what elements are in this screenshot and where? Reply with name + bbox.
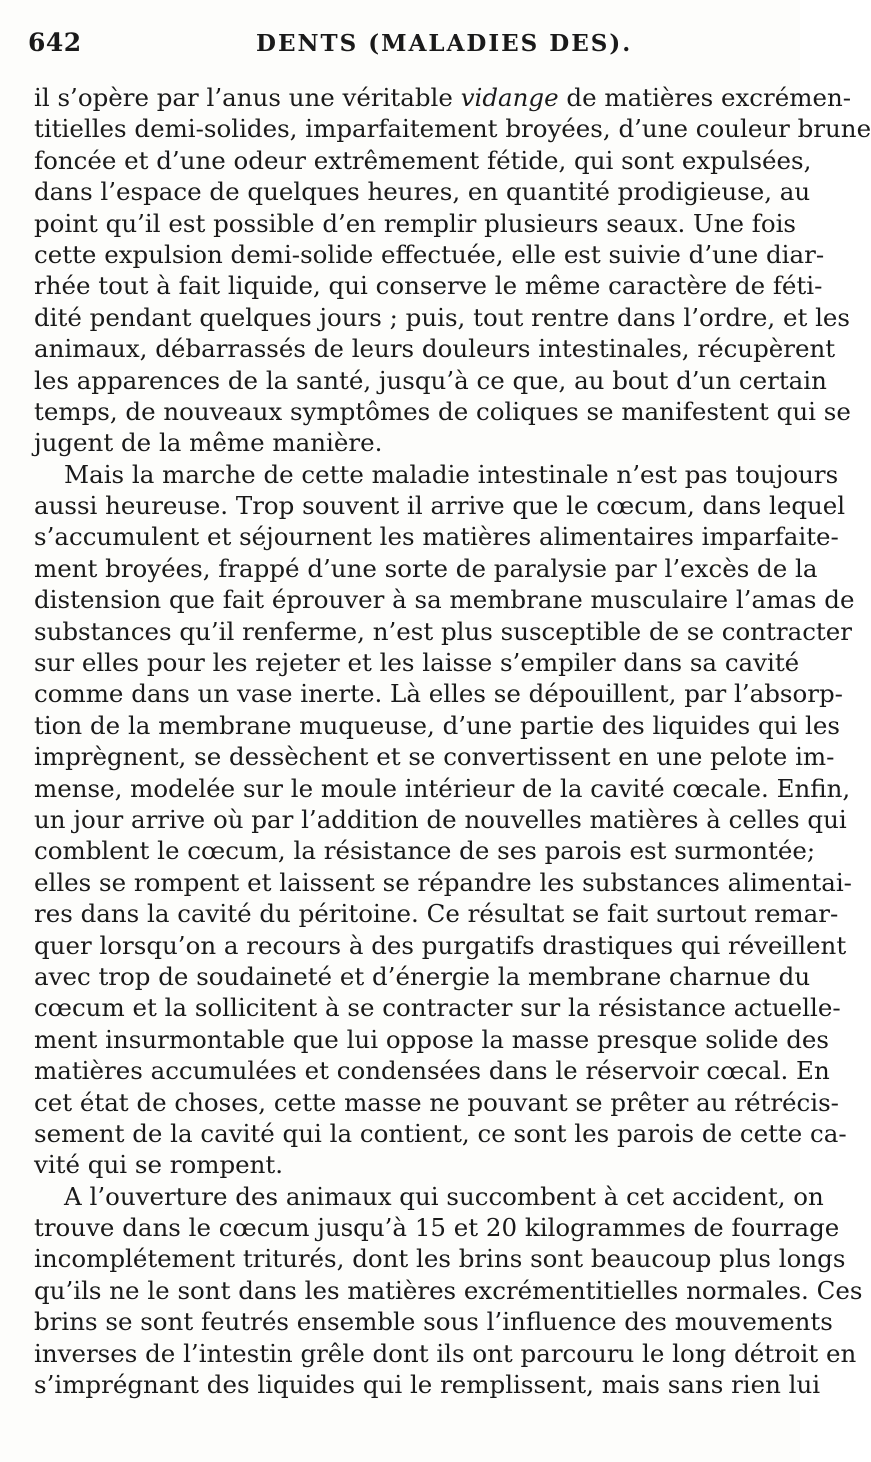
text-line: dité pendant quelques jours ; puis, tout rentre dans l’ordre, et les <box>34 302 850 332</box>
text-line: dans l’espace de quelques heures, en quantité prodigieuse, au <box>34 177 811 207</box>
text-line: sur elles pour les rejeter et les laisse s’empiler dans sa cavité <box>34 648 800 678</box>
text-line: incomplétement triturés, dont les brins sont beaucoup plus longs <box>34 1244 846 1274</box>
text-line: comme dans un vase inerte. Là elles se dépouillent, par l’absorp- <box>34 679 843 709</box>
text-line: cœcum et la sollicitent à se contracter sur la résistance actuelle- <box>34 993 841 1023</box>
page-number: 642 <box>28 28 82 57</box>
text-line: res dans la cavité du péritoine. Ce résultat se fait surtout remar- <box>34 899 839 929</box>
text-line: distension que fait éprouver à sa membrane musculaire l’amas de <box>34 585 855 615</box>
text-line: sement de la cavité qui la contient, ce sont les parois de cette ca- <box>34 1118 847 1148</box>
text-line: inverses de l’intestin grêle dont ils ont parcouru le long détroit en <box>34 1338 857 1368</box>
text-line: s’imprégnant des liquides qui le remplissent, mais sans rien lui <box>34 1370 821 1400</box>
text-line: imprègnent, se dessèchent et se convertissent en une pelote im- <box>34 742 835 772</box>
text-line: ment insurmontable que lui oppose la masse presque solide des <box>34 1024 829 1054</box>
text-line: elles se rompent et laissent se répandre les substances alimentai- <box>34 867 852 897</box>
text-line: animaux, débarrassés de leurs douleurs intestinales, récupèrent <box>34 334 836 364</box>
running-title: DENTS (MALADIES DES). <box>256 30 633 57</box>
text-line: s’accumulent et séjournent les matières alimentaires imparfaite- <box>34 522 839 552</box>
text-line: cet état de choses, cette masse ne pouvant se prêter au rétrécis- <box>34 1087 839 1117</box>
text-line: cette expulsion demi-solide effectuée, elle est suivie d’une diar- <box>34 239 825 269</box>
text-line: temps, de nouveaux symptômes de coliques se manifestent qui se <box>34 396 851 426</box>
running-head <box>28 22 760 62</box>
text-segment: de matières excrémen- <box>558 83 852 112</box>
text-line: aussi heureuse. Trop souvent il arrive que le cœcum, dans lequel <box>34 491 846 521</box>
text-line <box>34 82 852 113</box>
text-line: comblent le cœcum, la résistance de ses parois est surmontée; <box>34 836 816 866</box>
text-line: avec trop de soudaineté et d’énergie la membrane charnue du <box>34 961 811 991</box>
text-line: quer lorsqu’on a recours à des purgatifs drastiques qui réveillent <box>34 930 847 960</box>
text-line: mense, modelée sur le moule intérieur de la cavité cœcale. Enfin, <box>34 773 851 803</box>
text-line: trouve dans le cœcum jusqu’à 15 et 20 kilogrammes de fourrage <box>34 1213 840 1243</box>
text-line: brins se sont feutrés ensemble sous l’influence des mouvements <box>34 1307 833 1337</box>
text-segment: il s’opère par l’anus une véritable <box>34 83 461 112</box>
text-line: Mais la marche de cette maladie intestinale n’est pas toujours <box>64 459 839 489</box>
text-line: rhée tout à fait liquide, qui conserve le même caractère de féti- <box>34 271 823 301</box>
text-line: A l’ouverture des animaux qui succombent à cet accident, on <box>64 1181 824 1211</box>
text-line: titielles demi-solides, imparfaitement broyées, d’une couleur brune <box>34 114 871 144</box>
text-line: matières accumulées et condensées dans le réservoir cœcal. En <box>34 1056 830 1086</box>
text-line: tion de la membrane muqueuse, d’une partie des liquides qui les <box>34 710 840 740</box>
body-text <box>34 82 871 1400</box>
text-line: ment broyées, frappé d’une sorte de paralysie par l’excès de la <box>34 553 818 583</box>
text-line: substances qu’il renferme, n’est plus susceptible de se contracter <box>34 616 852 646</box>
text-line: point qu’il est possible d’en remplir plusieurs seaux. Une fois <box>34 208 797 238</box>
italic-term: vidange <box>460 83 559 112</box>
text-line: jugent de la même manière. <box>34 428 383 458</box>
text-line: qu’ils ne le sont dans les matières excrémentitielles normales. Ces <box>34 1275 863 1305</box>
text-line: les apparences de la santé, jusqu’à ce que, au bout d’un certain <box>34 365 827 395</box>
text-line: un jour arrive où par l’addition de nouvelles matières à celles qui <box>34 804 847 834</box>
text-line: vité qui se rompent. <box>34 1150 284 1180</box>
text-line: foncée et d’une odeur extrêmement fétide, qui sont expulsées, <box>34 145 812 175</box>
